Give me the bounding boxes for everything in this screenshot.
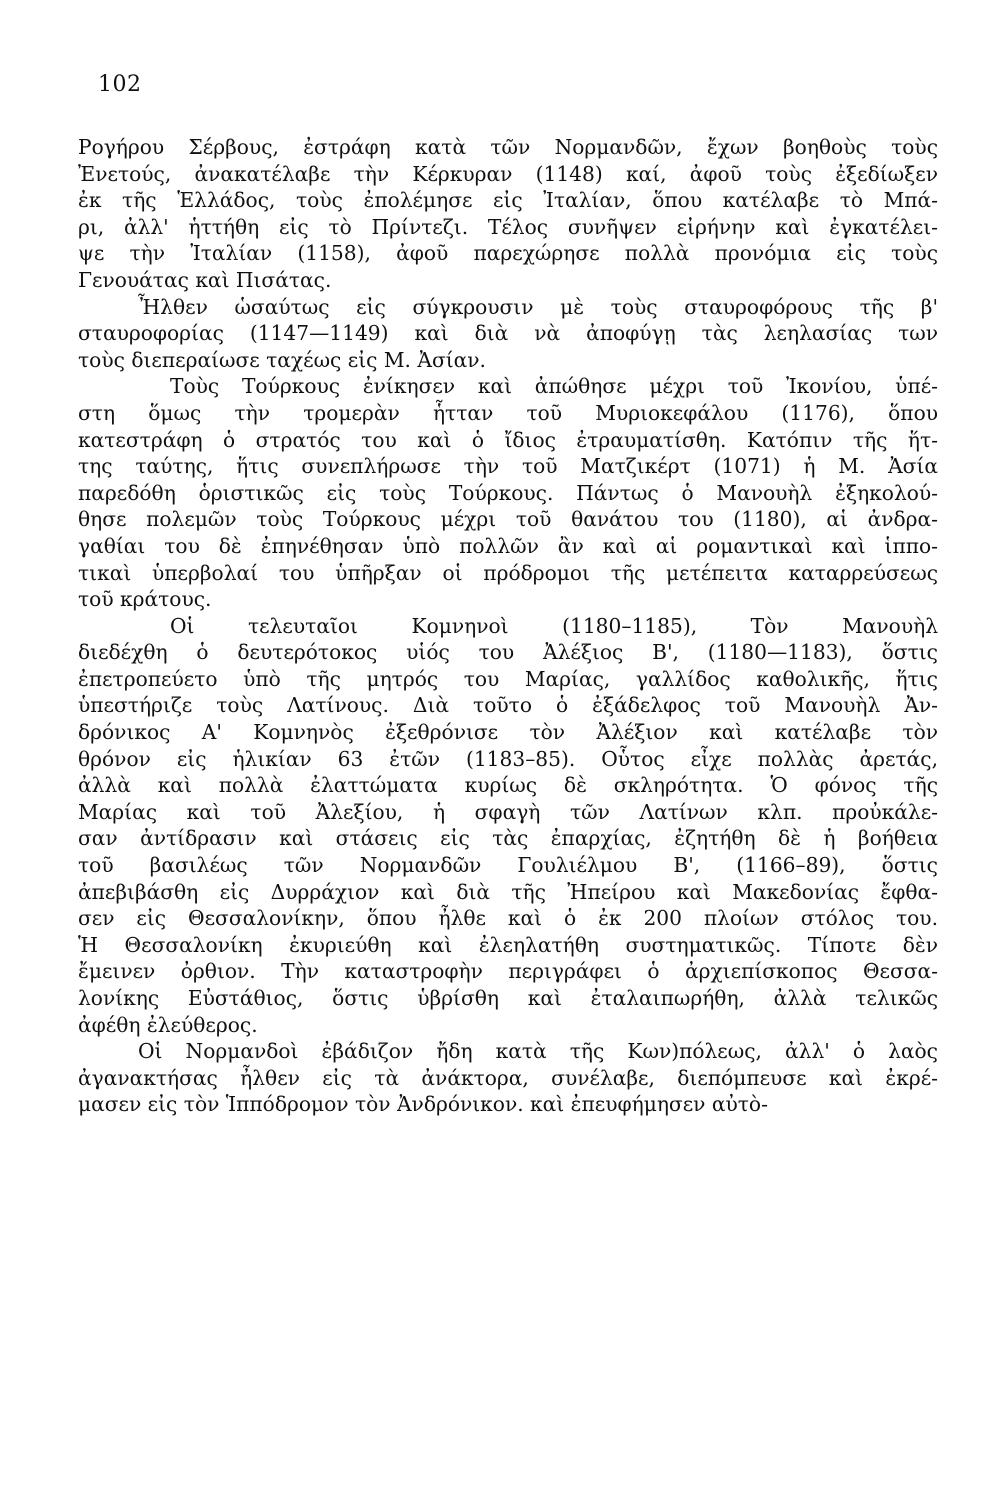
text-line: ἀπεβιβάσθη εἰς Δυρράχιον καὶ διὰ τῆς Ἠπείρου καὶ Μακεδονίας ἔφθα-: [78, 879, 938, 904]
text-line: τοῦ κράτους.: [78, 587, 212, 612]
text-line: Ἐνετούς, ἀνακατέλαβε τὴν Κέρκυραν (1148) καί, ἀφοῦ τοὺς ἐξεδίωξεν: [78, 161, 938, 186]
text-line: Μαρίας καὶ τοῦ Ἀλεξίου, ἡ σφαγὴ τῶν Λατίνων κλπ. προὐκάλε-: [78, 799, 938, 824]
text-line: στη ὅμως τὴν τρομερὰν ἧτταν τοῦ Μυριοκεφάλου (1176), ὅπου: [78, 400, 938, 425]
text-line: διεδέχθη ὁ δευτερότοκος υἱός του Ἀλέξιος Β', (1180—1183), ὅστις: [78, 640, 938, 665]
text-line: κατεστράφη ὁ στρατός του καὶ ὁ ἴδιος ἐτραυματίσθη. Κατόπιν τῆς ἥτ-: [78, 427, 938, 452]
text-line: τοῦ βασιλέως τῶν Νορμανδῶν Γουλιέλμου Β', (1166–89), ὅστις: [78, 853, 938, 878]
text-line: ἐκ τῆς Ἑλλάδος, τοὺς ἐπολέμησε εἰς Ἰταλίαν, ὅπου κατέλαβε τὸ Μπά-: [78, 188, 938, 213]
text-line: Τοὺς Τούρκους ἐνίκησεν καὶ ἀπώθησε μέχρι τοῦ Ἰκονίου, ὑπέ-: [170, 374, 938, 399]
text-line: Οἱ τελευταῖοι Κομνηνοὶ (1180–1185), Τὸν Μανουὴλ: [170, 613, 938, 638]
text-line: θησε πολεμῶν τοὺς Τούρκους μέχρι τοῦ θανάτου του (1180), αἱ ἀνδρα-: [78, 507, 938, 532]
text-line: τοὺς διεπεραίωσε ταχέως εἰς Μ. Ἀσίαν.: [78, 347, 486, 372]
text-line: θρόνον εἰς ἡλικίαν 63 ἐτῶν (1183–85). Οὗτος εἶχε πολλὰς ἀρετάς,: [78, 746, 938, 771]
text-line: Γενουάτας καὶ Πισάτας.: [78, 267, 332, 292]
text-line: ἀγανακτήσας ἦλθεν εἰς τὰ ἀνάκτορα, συνέλαβε, διεπόμπευσε καὶ ἐκρέ-: [78, 1065, 938, 1090]
text-line: δρόνικος Α' Κομνηνὸς ἐξεθρόνισε τὸν Ἀλέξιον καὶ κατέλαβε τὸν: [78, 720, 938, 745]
paragraph: [78, 1038, 938, 1118]
text-line: ψε τὴν Ἰταλίαν (1158), ἀφοῦ παρεχώρησε πολλὰ προνόμια εἰς τοὺς: [78, 241, 938, 266]
text-line: Ἦλθεν ὡσαύτως εἰς σύγκρουσιν μὲ τοὺς σταυροφόρους τῆς β': [138, 294, 938, 319]
text-line: Ἡ Θεσσαλονίκη ἐκυριεύθη καὶ ἐλεηλατήθη συστηματικῶς. Τίποτε δὲν: [78, 932, 938, 957]
paragraph: [78, 613, 938, 1039]
text-line: ρι, ἀλλ' ἡττήθη εἰς τὸ Πρίντεζι. Τέλος συνῆψεν εἰρήνην καὶ ἐγκατέλει-: [78, 214, 938, 239]
paragraph: [78, 134, 938, 294]
text-line: παρεδόθη ὁριστικῶς εἰς τοὺς Τούρκους. Πάντως ὁ Μανουὴλ ἐξηκολού-: [78, 480, 938, 505]
text-line: μασεν εἰς τὸν Ἱππόδρομον τὸν Ἀνδρόνικον. καὶ ἐπευφήμησεν αὐτὸ-: [78, 1092, 768, 1117]
body-text: [78, 134, 938, 1118]
text-line: ἐπετροπεύετο ὑπὸ τῆς μητρός του Μαρίας, γαλλίδος καθολικῆς, ἥτις: [78, 666, 938, 691]
text-line: σεν εἰς Θεσσαλονίκην, ὅπου ἦλθε καὶ ὁ ἐκ 200 πλοίων στόλος του.: [78, 906, 938, 931]
text-line: ἀφέθη ἐλεύθερος.: [78, 1012, 258, 1037]
text-line: Ρογήρου Σέρβους, ἐστράφη κατὰ τῶν Νορμανδῶν, ἔχων βοηθοὺς τοὺς: [78, 135, 938, 159]
text-line: ἔμεινεν ὀρθιον. Τὴν καταστροφὴν περιγράφει ὁ ἀρχιεπίσκοπος Θεσσα-: [78, 959, 938, 984]
text-line: σταυροφορίας (1147—1149) καὶ διὰ νὰ ἀποφύγῃ τὰς λεηλασίας των: [78, 321, 938, 346]
text-line: Οἱ Νορμανδοὶ ἐβάδιζον ἤδη κατὰ τῆς Κων)πόλεως, ἀλλ' ὁ λαὸς: [138, 1039, 938, 1064]
page-number: 102: [98, 72, 142, 97]
text-line: ἀλλὰ καὶ πολλὰ ἐλαττώματα κυρίως δὲ σκληρότητα. Ὁ φόνος τῆς: [78, 773, 938, 798]
text-line: τικαὶ ὑπερβολαί του ὑπῆρξαν οἱ πρόδρομοι τῆς μετέπειτα καταρρεύσεως: [78, 560, 938, 585]
text-line: της ταύτης, ἥτις συνεπλήρωσε τὴν τοῦ Ματζικέρτ (1071) ἡ Μ. Ἀσία: [78, 454, 938, 479]
paragraph: [78, 373, 938, 612]
text-line: ὑπεστήριζε τοὺς Λατίνους. Διὰ τοῦτο ὁ ἐξάδελφος τοῦ Μανουὴλ Ἀν-: [78, 693, 938, 718]
text-line: λονίκης Εὐστάθιος, ὅστις ὑβρίσθη καὶ ἐταλαιπωρήθη, ἀλλὰ τελικῶς: [78, 986, 938, 1010]
text-line: γαθίαι του δὲ ἐπηνέθησαν ὑπὸ πολλῶν ἂν καὶ αἱ ρομαντικαὶ καὶ ἱππο-: [78, 533, 938, 558]
paragraph: [78, 294, 938, 374]
text-line: σαν ἀντίδρασιν καὶ στάσεις εἰς τὰς ἐπαρχίας, ἐζητήθη δὲ ἡ βοήθεια: [78, 826, 938, 851]
